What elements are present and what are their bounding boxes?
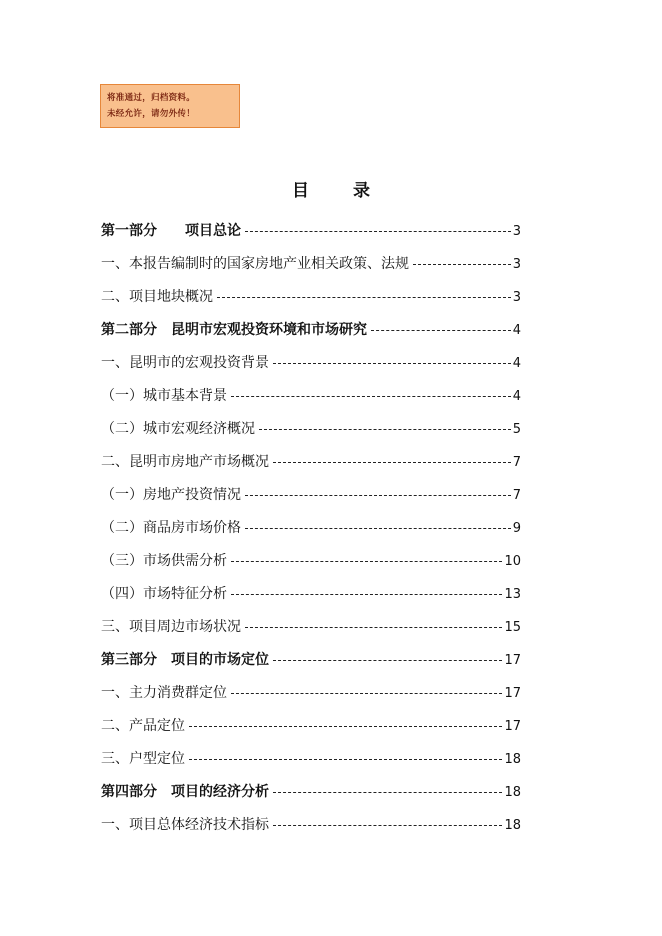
toc-entry-page-number: 5 bbox=[512, 422, 521, 437]
toc-entry-page-number: 9 bbox=[512, 521, 521, 536]
toc-entry-page-number: 4 bbox=[512, 323, 521, 338]
toc-entry-page-number: 3 bbox=[512, 224, 521, 239]
toc-dot-leader bbox=[273, 660, 502, 661]
toc-entry-label: 一、本报告编制时的国家房地产业相关政策、法规 bbox=[101, 256, 409, 272]
toc-entry[interactable] bbox=[101, 413, 521, 446]
toc-dot-leader bbox=[273, 462, 511, 463]
toc-entry-label: 第四部分 项目的经济分析 bbox=[101, 784, 269, 800]
confidential-stamp bbox=[100, 84, 240, 128]
toc-entry[interactable] bbox=[101, 446, 521, 479]
toc-dot-leader bbox=[231, 396, 511, 397]
toc-dot-leader bbox=[245, 495, 511, 496]
toc-dot-leader bbox=[217, 297, 511, 298]
toc-dot-leader bbox=[413, 264, 511, 265]
toc-entry[interactable] bbox=[101, 743, 521, 776]
toc-entry[interactable] bbox=[101, 611, 521, 644]
toc-entry-label: 一、主力消费群定位 bbox=[101, 685, 227, 701]
toc-entry-label: 一、项目总体经济技术指标 bbox=[101, 817, 269, 833]
toc-dot-leader bbox=[245, 231, 511, 232]
toc-entry[interactable] bbox=[101, 314, 521, 347]
toc-entry-label: （二）城市宏观经济概况 bbox=[101, 421, 255, 437]
toc-entry-page-number: 7 bbox=[512, 455, 521, 470]
toc-entry-page-number: 17 bbox=[504, 653, 521, 668]
toc-entry[interactable] bbox=[101, 479, 521, 512]
toc-entry[interactable] bbox=[101, 512, 521, 545]
toc-entry-label: （二）商品房市场价格 bbox=[101, 520, 241, 536]
toc-entry-label: 二、昆明市房地产市场概况 bbox=[101, 454, 269, 470]
toc-entry[interactable] bbox=[101, 677, 521, 710]
toc-entry-label: （三）市场供需分析 bbox=[101, 553, 227, 569]
toc-entry[interactable] bbox=[101, 248, 521, 281]
toc-entry-label: 第三部分 项目的市场定位 bbox=[101, 652, 269, 668]
toc-entry-label: 一、昆明市的宏观投资背景 bbox=[101, 355, 269, 371]
toc-title-char-1: 目 bbox=[292, 181, 309, 201]
toc-entry-label: 二、产品定位 bbox=[101, 718, 185, 734]
toc-dot-leader bbox=[371, 330, 511, 331]
toc-entry[interactable] bbox=[101, 215, 521, 248]
toc-entry[interactable] bbox=[101, 776, 521, 809]
toc-entry[interactable] bbox=[101, 281, 521, 314]
toc-list bbox=[101, 215, 521, 842]
toc-dot-leader bbox=[245, 627, 502, 628]
toc-entry-label: 二、项目地块概况 bbox=[101, 289, 213, 305]
stamp-line-2: 未经允许，请勿外传！ bbox=[107, 109, 196, 119]
toc-entry-page-number: 4 bbox=[512, 356, 521, 371]
toc-entry-page-number: 17 bbox=[504, 719, 521, 734]
toc-entry[interactable] bbox=[101, 545, 521, 578]
toc-dot-leader bbox=[231, 561, 502, 562]
toc-dot-leader bbox=[189, 759, 502, 760]
toc-entry[interactable] bbox=[101, 710, 521, 743]
toc-entry-label: 第一部分 项目总论 bbox=[101, 223, 241, 239]
toc-dot-leader bbox=[245, 528, 511, 529]
toc-entry-page-number: 15 bbox=[504, 620, 521, 635]
toc-entry-page-number: 18 bbox=[504, 752, 521, 767]
toc-entry-label: 三、户型定位 bbox=[101, 751, 185, 767]
toc-dot-leader bbox=[273, 363, 511, 364]
toc-entry-page-number: 3 bbox=[512, 257, 521, 272]
toc-entry[interactable] bbox=[101, 578, 521, 611]
toc-dot-leader bbox=[259, 429, 511, 430]
toc-dot-leader bbox=[231, 693, 502, 694]
toc-entry[interactable] bbox=[101, 809, 521, 842]
toc-dot-leader bbox=[273, 825, 502, 826]
toc-dot-leader bbox=[231, 594, 502, 595]
toc-entry[interactable] bbox=[101, 347, 521, 380]
toc-entry[interactable] bbox=[101, 380, 521, 413]
toc-entry-page-number: 18 bbox=[504, 818, 521, 833]
toc-entry-page-number: 17 bbox=[504, 686, 521, 701]
toc-entry-label: （一）房地产投资情况 bbox=[101, 487, 241, 503]
toc-dot-leader bbox=[273, 792, 502, 793]
toc-entry-page-number: 18 bbox=[504, 785, 521, 800]
toc-entry-page-number: 4 bbox=[512, 389, 521, 404]
toc-entry-page-number: 10 bbox=[504, 554, 521, 569]
toc-entry-label: 三、项目周边市场状况 bbox=[101, 619, 241, 635]
toc-dot-leader bbox=[189, 726, 502, 727]
toc-entry-page-number: 7 bbox=[512, 488, 521, 503]
toc-entry-label: 第二部分 昆明市宏观投资环境和市场研究 bbox=[101, 322, 367, 338]
toc-entry-label: （四）市场特征分析 bbox=[101, 586, 227, 602]
toc-title-char-2: 录 bbox=[353, 181, 370, 201]
toc-entry-page-number: 13 bbox=[504, 587, 521, 602]
toc-title bbox=[0, 176, 662, 201]
stamp-line-1: 将准通过，归档资料。 bbox=[107, 93, 196, 103]
toc-entry[interactable] bbox=[101, 644, 521, 677]
toc-entry-label: （一）城市基本背景 bbox=[101, 388, 227, 404]
toc-entry-page-number: 3 bbox=[512, 290, 521, 305]
